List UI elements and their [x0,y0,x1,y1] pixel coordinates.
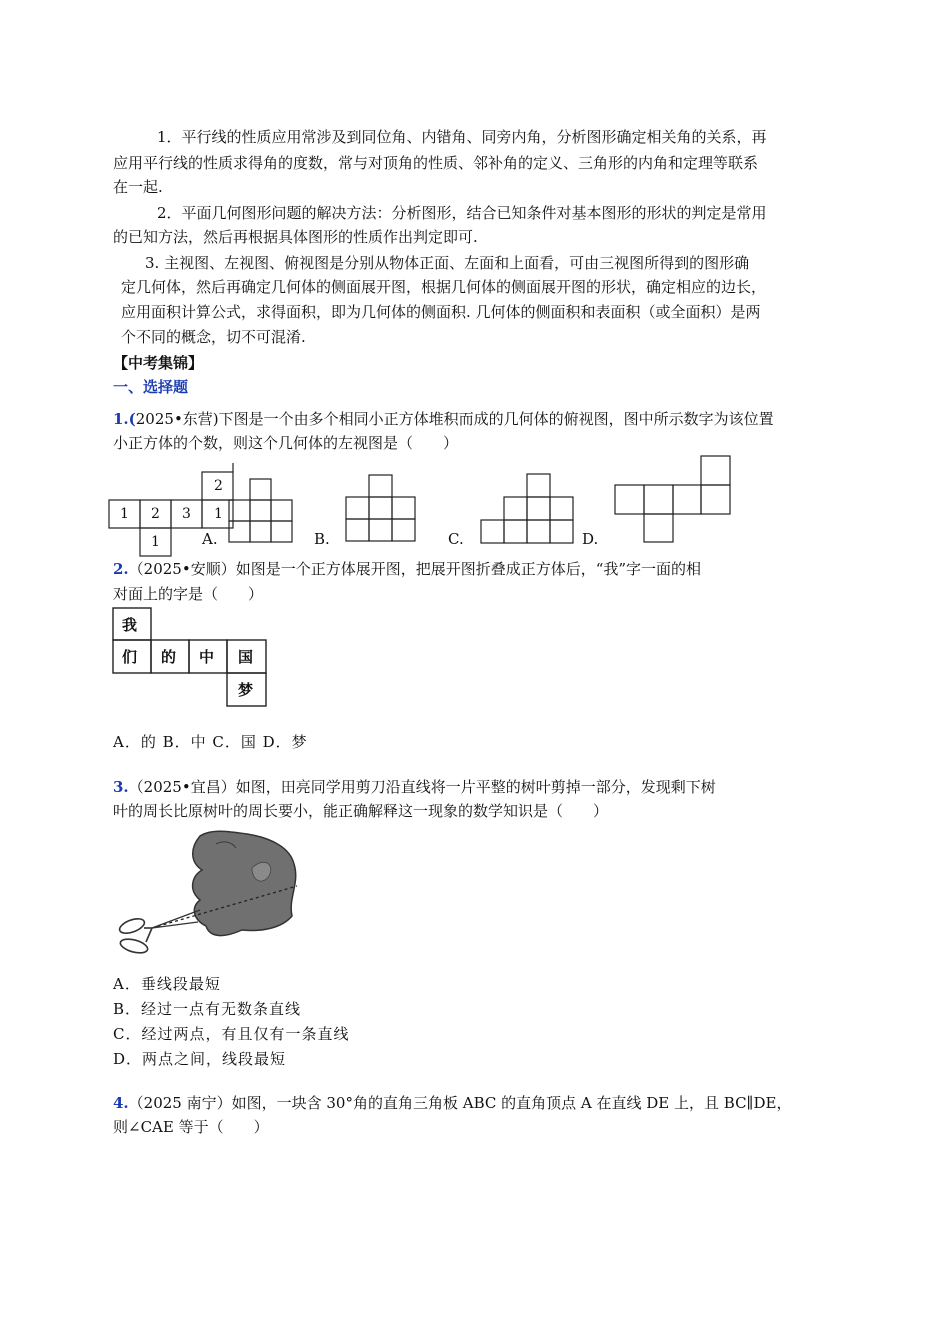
top-view-number: 1 [214,506,223,522]
question-text: 叶的周长比原树叶的周长要小，能正确解释这一现象的数学知识是（ ） [113,802,609,820]
option-b: B．经过一点有无数条直线 [113,1000,302,1018]
option-b-figure [345,474,419,544]
option-c-label: C. [448,530,464,548]
question-number: 2. [113,560,129,578]
option-d-label: D. [582,530,599,548]
question-text: 对面上的字是（ ） [113,585,264,603]
question-text: （2025•安顺）如图是一个正方体展开图，把展开图折叠成正方体后，“我”字一面的相 [128,560,702,578]
option-a-label: A. [202,530,218,548]
question-text: 2025•东营)下图是一个由多个相同小正方体堆积而成的几何体的俯视图，图中所示数字为该位置 [135,410,774,428]
top-view-number: 1 [120,506,129,522]
option-c-figure [480,473,576,545]
answer-options: A．的 B．中 C．国 D．梦 [113,733,308,751]
question-text: 则∠CAE 等于（ ） [113,1118,269,1136]
question-text: 小正方体的个数，则这个几何体的左视图是（ ） [113,434,459,452]
net-face: 的 [161,648,177,666]
option-b-label: B. [314,530,330,548]
text-line: 1．平行线的性质应用常涉及到同位角、内错角、同旁内角，分析图形确定相关角的关系，再 [157,128,767,146]
option-c: C．经过两点，有且仅有一条直线 [113,1025,350,1043]
option-a-figure [228,478,298,544]
top-view-number: 3 [182,506,191,522]
question-number: 1.( [113,410,136,428]
top-view-number: 1 [151,534,160,550]
question-number: 4. [113,1094,129,1112]
top-view-number: 2 [214,478,223,494]
text-line: 2．平面几何图形问题的解决方法：分析图形，结合已知条件对基本图形的形状的判定是常用 [157,204,767,222]
net-face: 梦 [238,681,254,699]
question-text: （2025•宜昌）如图，田亮同学用剪刀沿直线将一片平整的树叶剪掉一部分，发现剩下树 [128,778,716,796]
net-face: 们 [122,648,138,666]
text-line: 3. 主视图、左视图、俯视图是分别从物体正面、左面和上面看，可由三视图所得到的图形确 [145,254,750,272]
option-d: D．两点之间，线段最短 [113,1050,287,1068]
leaf-scissors-figure [112,828,307,963]
net-face: 国 [238,648,254,666]
text-line: 在一起. [113,178,163,196]
question-text: （2025 南宁）如图，一块含 30°角的直角三角板 ABC 的直角顶点 A 在直线 DE 上，且 BC∥DE， [128,1094,792,1112]
text-line: 应用平行线的性质求得角的度数，常与对顶角的性质、邻补角的定义、三角形的内角和定理等联系 [113,154,759,172]
net-face: 我 [122,616,138,634]
text-line: 应用面积计算公式，求得面积，即为几何体的侧面积. 几何体的侧面积和表面积（或全面积）是两 [121,303,761,321]
option-d-figure [614,455,732,543]
question-number: 3. [113,778,129,796]
text-line: 定几何体，然后再确定几何体的侧面展开图，根据几何体的侧面展开图的形状，确定相应的边长， [121,278,767,296]
text-line: 的已知方法，然后再根据具体图形的性质作出判定即可. [113,228,478,246]
net-face: 中 [199,648,215,666]
text-line: 个不同的概念，切不可混淆. [121,328,306,346]
section-subtitle: 一、选择题 [113,378,189,396]
top-view-number: 2 [151,506,160,522]
option-a: A．垂线段最短 [113,975,221,993]
section-title: 【中考集锦】 [113,354,204,372]
